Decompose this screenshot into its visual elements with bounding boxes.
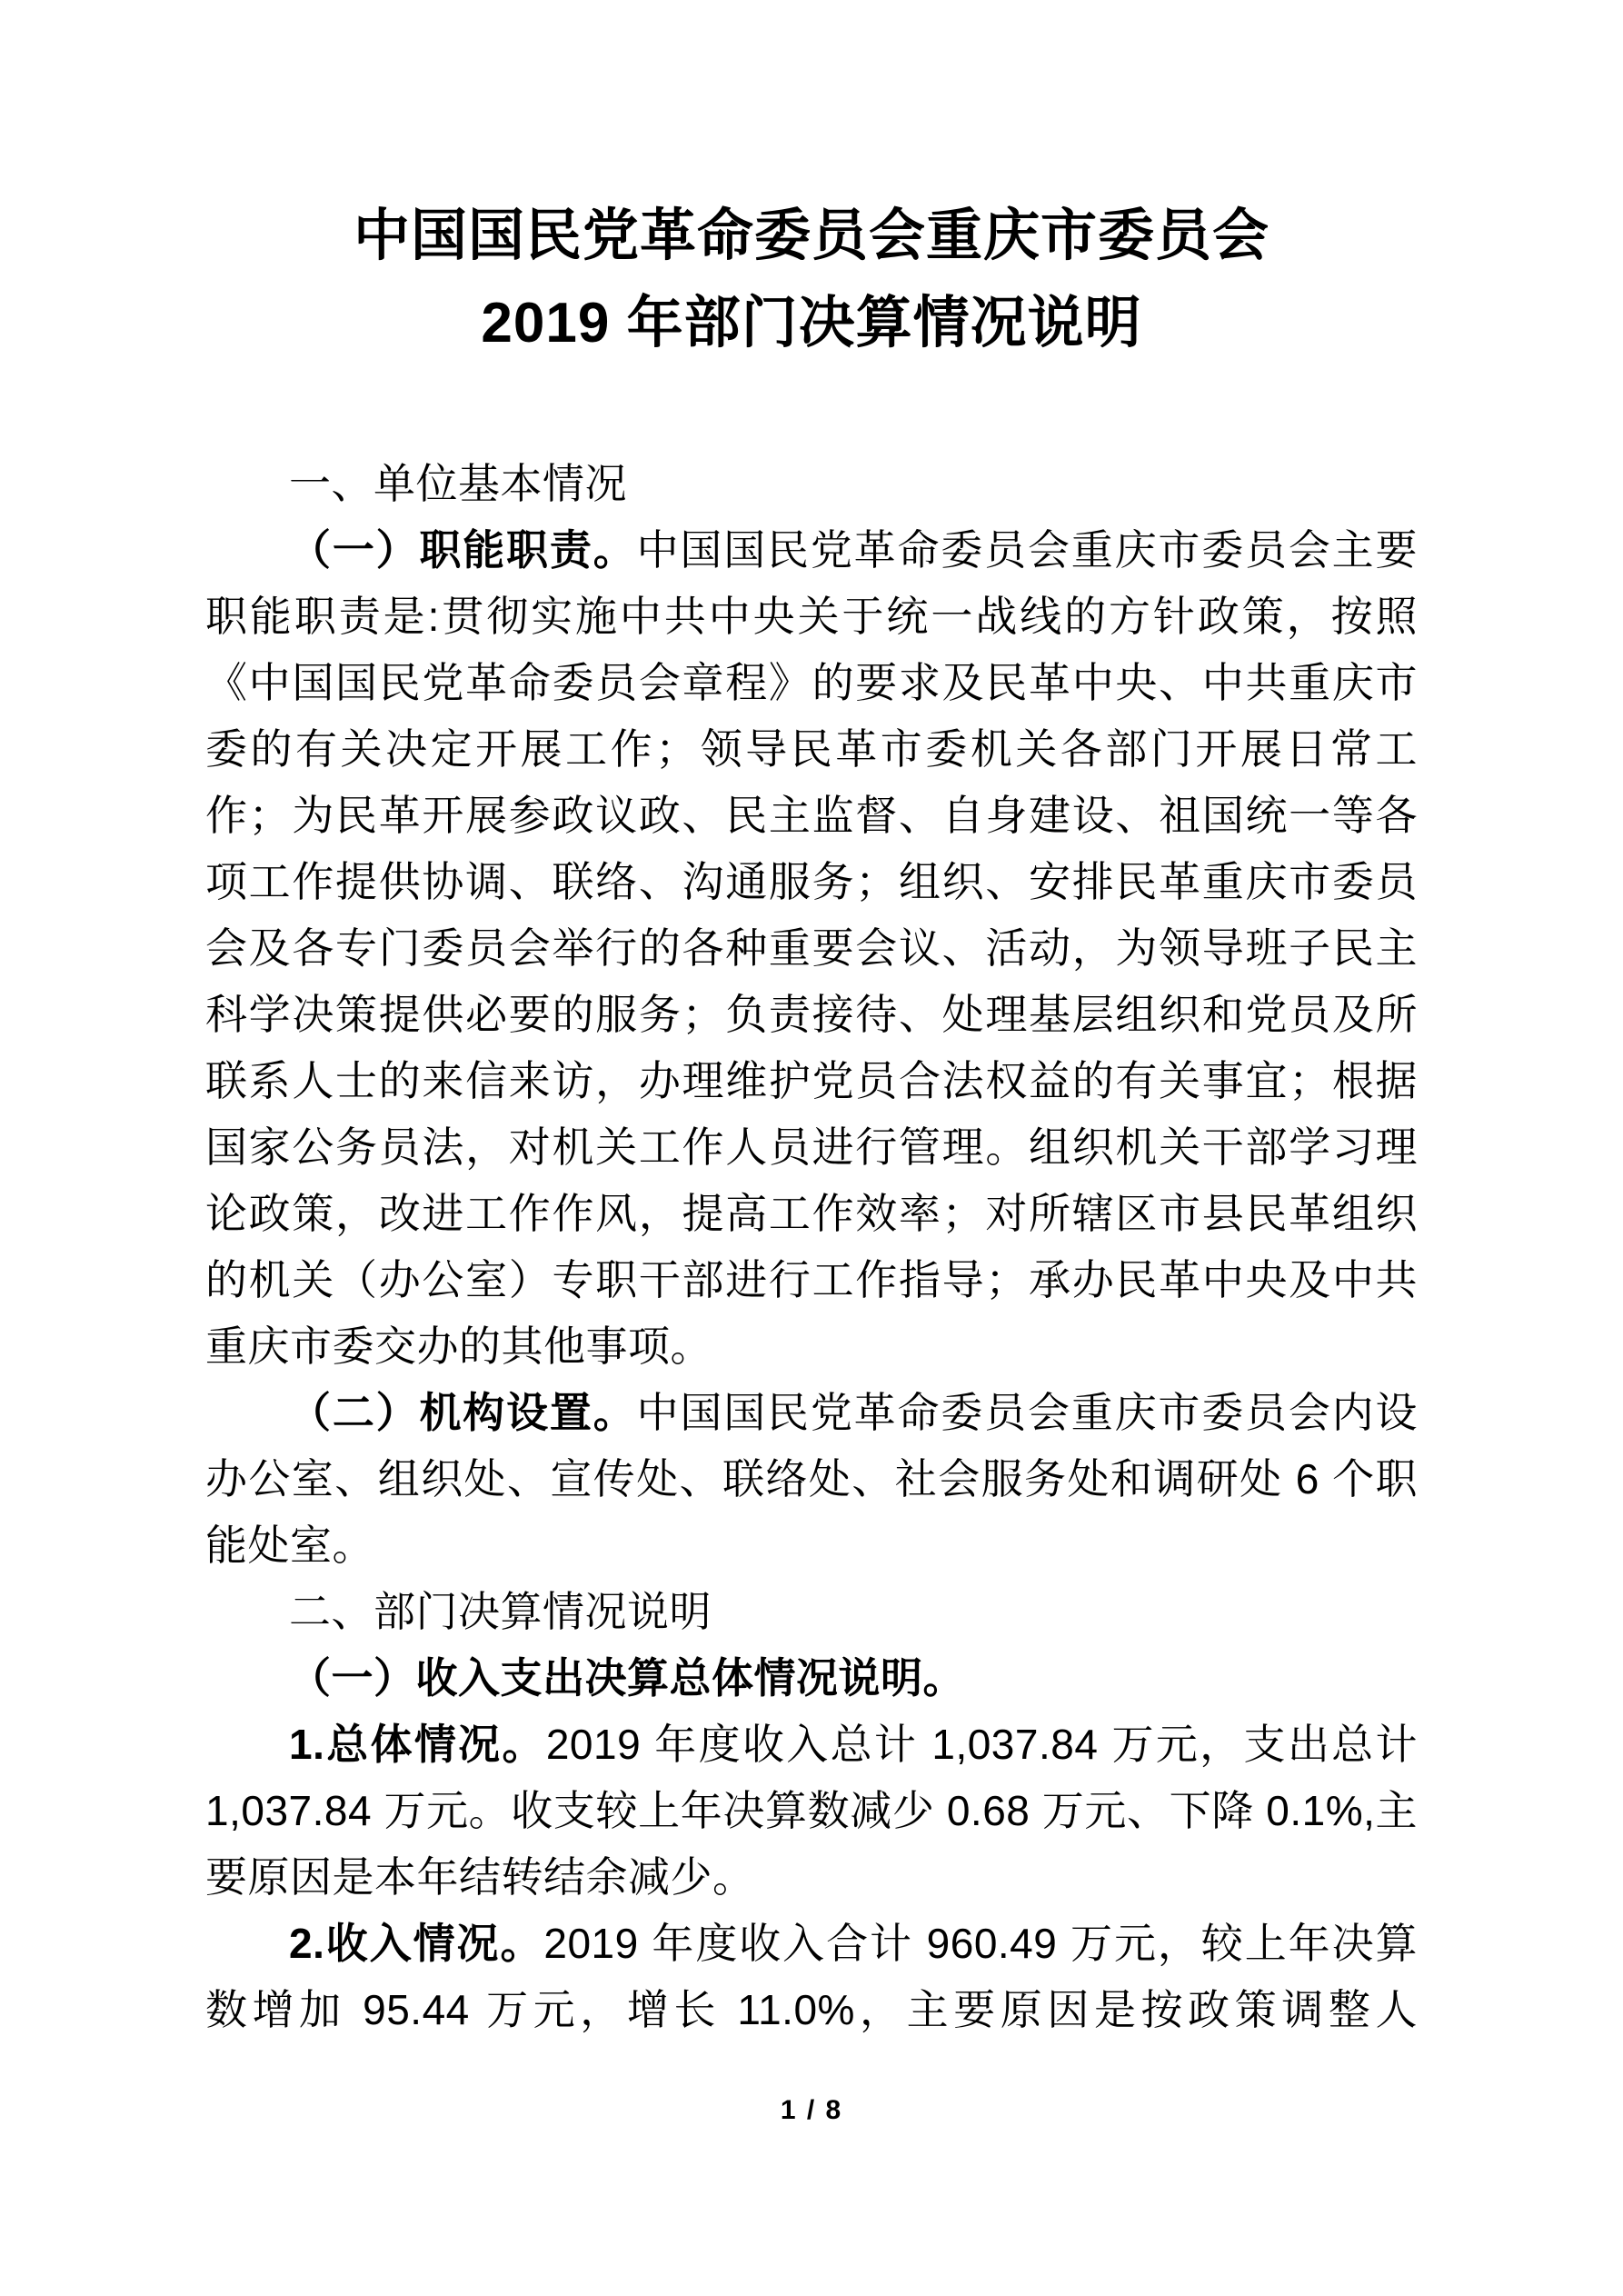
paragraph-lead-bold: （一）职能职责。: [289, 526, 637, 574]
paragraph: [205, 1645, 1418, 1712]
paragraph-text: 2019 年度收入合计 960.49 万元，较上年决算数增加 95.44 万元，增长 11.0%，主要原因是按政策调整人: [205, 1920, 1418, 2033]
paragraph: [205, 1712, 1418, 1911]
paragraph-text: 一、单位基本情况: [289, 460, 627, 507]
paragraph-text: 中国国民党革命委员会重庆市委员会主要职能职责是:贯彻实施中共中央关于统一战线的方针政策，按照《中国国民党革命委员会章程》的要求及民革中央、中共重庆市委的有关决定开展工作；领导民革市委机关各部门开展日常工作；为民革开展参政议政、民主监督、自身建设、祖国统一等各项工作提供协调、联络、沟通服务；组织、安排民革重庆市委员会及各专门委员会举行的各种重要会议、活动，为领导班子民主科学决策提供必要的服务；负责接待、处理基层组织和党员及所联系人士的来信来访，办理维护党员合法权益的有关事宜；根据国家公务员法，对机关工作人员进行管理。组织机关干部学习理论政策，改进工作作风，提高工作效率；对所辖区市县民革组织的机关（办公室）专职干部进行工作指导；承办民革中央及中共重庆市委交办的其他事项。: [205, 526, 1419, 1370]
title-line-1: 中国国民党革命委员会重庆市委员会: [353, 205, 1270, 267]
document-title: [205, 193, 1418, 367]
paragraph-text: 二、部门决算情况说明: [289, 1588, 712, 1635]
title-line-2: 2019 年部门决算情况说明: [481, 292, 1142, 354]
document-body: [205, 451, 1418, 2043]
paragraph-lead-bold: （二）机构设置。: [289, 1389, 637, 1436]
paragraph-text: 2019 年度收入总计 1,037.84 万元，支出总计 1,037.84 万元。收支较上年决算数减少 0.68 万元、下降 0.1%,主要原因是本年结转结余减少。: [205, 1721, 1418, 1901]
page-number: 1 / 8: [780, 2095, 843, 2125]
paragraph: [205, 451, 1418, 517]
paragraph: [205, 517, 1418, 1380]
paragraph-text: 中国国民党革命委员会重庆市委员会内设办公室、组织处、宣传处、联络处、社会服务处和调研处 6 个职能处室。: [205, 1389, 1419, 1569]
paragraph: [205, 1380, 1418, 1579]
paragraph-lead-bold: 1.总体情况。: [289, 1721, 546, 1768]
paragraph: [205, 1579, 1418, 1645]
paragraph-lead-bold: 2.收入情况。: [289, 1920, 544, 1967]
paragraph: [205, 1911, 1418, 2043]
paragraph-lead-bold: （一）收入支出决算总体情况说明。: [289, 1654, 965, 1702]
